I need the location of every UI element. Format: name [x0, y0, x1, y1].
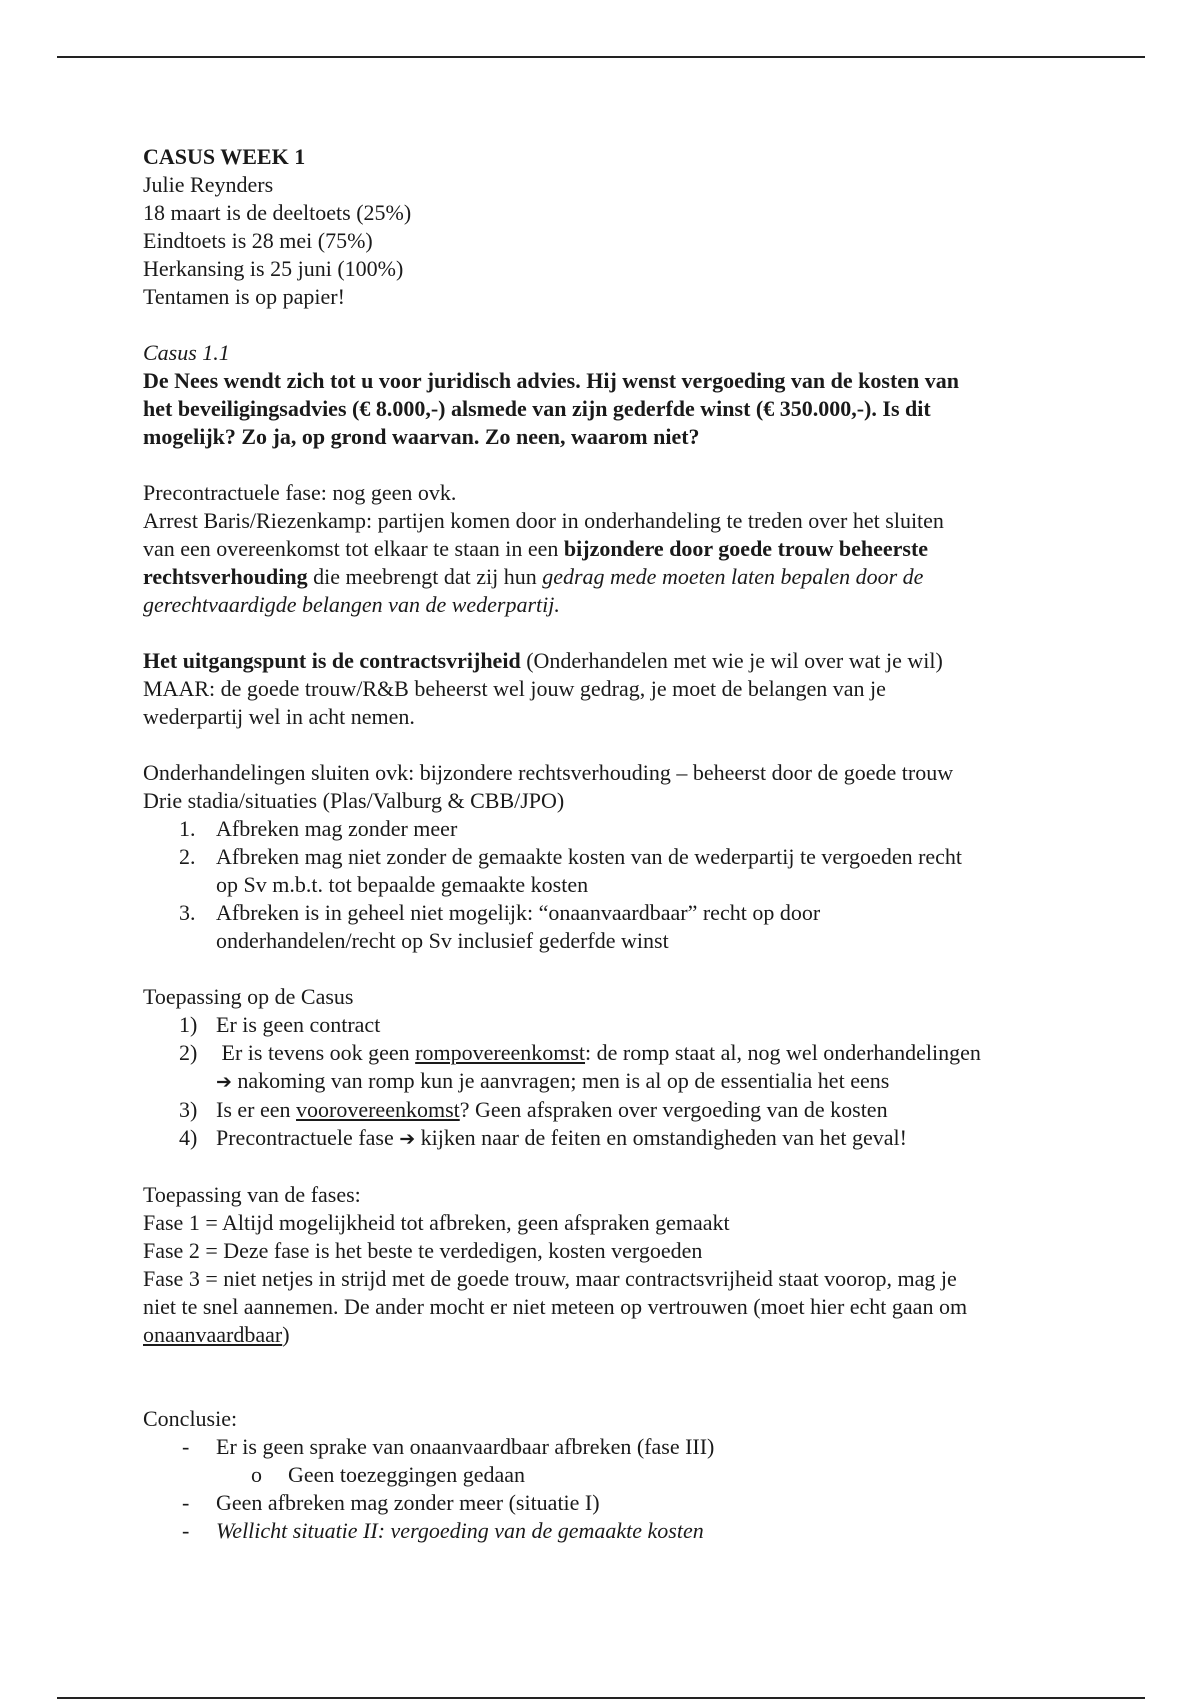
- casus-question-line-2: het beveiligingsadvies (€ 8.000,-) alsmede van zijn gederfde winst (€ 350.000,-). Is dit: [143, 396, 931, 421]
- stadia-item-2-text: Afbreken mag niet zonder de gemaakte kosten van de wederpartij te vergoeden recht: [216, 844, 963, 869]
- info-eindtoets: Eindtoets is 28 mei (75%): [143, 228, 373, 253]
- dash-marker: -: [182, 1490, 190, 1515]
- fases-heading: Toepassing van de fases:: [143, 1182, 361, 1207]
- info-deeltoets: 18 maart is de deeltoets (25%): [143, 200, 412, 225]
- conclusie-item-1-text: Er is geen sprake van onaanvaardbaar afbreken (fase III): [216, 1434, 715, 1459]
- precontract-line-4-bold: rechtsverhouding: [143, 564, 308, 589]
- document-body: [143, 143, 1083, 1545]
- conclusie-item-2-text: Geen afbreken mag zonder meer (situatie I): [216, 1490, 600, 1515]
- toepassing-item-2-text-2: nakoming van romp kun je aanvragen; men is al op de essentialia het eens: [237, 1068, 890, 1093]
- toepassing-item-2-underlined: rompovereenkomst: [415, 1040, 586, 1065]
- stadia-item-1: [143, 815, 1083, 843]
- conclusie-item-2: [143, 1489, 1083, 1517]
- header-rule: [57, 56, 1145, 58]
- stadia-line-1: Onderhandelingen sluiten ovk: bijzondere rechtsverhouding – beheerst door de goede trouw: [143, 760, 954, 785]
- conclusie-item-3-text: Wellicht situatie II: vergoeding van de gemaakte kosten: [216, 1518, 704, 1543]
- list-marker: 1.: [179, 816, 196, 841]
- casus-question-line-1: De Nees wendt zich tot u voor juridisch advies. Hij wenst vergoeding van de kosten van: [143, 368, 960, 393]
- stadia-item-2: [143, 843, 1083, 871]
- uitgangspunt-text: (Onderhandelen met wie je wil over wat je wil): [520, 648, 943, 673]
- list-marker: 3.: [179, 900, 196, 925]
- dash-marker: -: [182, 1434, 190, 1459]
- list-marker: 2): [179, 1040, 198, 1065]
- uitgangspunt-line-2: MAAR: de goede trouw/R&B beheerst wel jouw gedrag, je moet de belangen van je: [143, 676, 886, 701]
- right-arrow-icon: ➔: [399, 1128, 416, 1150]
- list-marker: 1): [179, 1012, 198, 1037]
- toepassing-item-2-continued: [143, 1067, 1083, 1096]
- toepassing-item-4-rest: kijken naar de feiten en omstandigheden van het geval!: [415, 1125, 907, 1150]
- toepassing-item-2: [143, 1039, 1083, 1067]
- precontract-line-4-italic: gedrag mede moeten laten bepalen door de: [542, 564, 924, 589]
- fase-3-line-2: niet te snel aannemen. De ander mocht er niet meteen op vertrouwen (moet hier echt gaan om: [143, 1294, 968, 1319]
- list-marker: 4): [179, 1125, 198, 1150]
- conclusie-sub-item-1-text: Geen toezeggingen gedaan: [288, 1462, 525, 1487]
- fase-3-closing: ): [282, 1322, 290, 1347]
- toepassing-item-2-text: Er is tevens ook geen: [216, 1040, 416, 1065]
- footer-rule: [57, 1697, 1145, 1699]
- fase-1: Fase 1 = Altijd mogelijkheid tot afbreken, geen afspraken gemaakt: [143, 1210, 730, 1235]
- stadia-line-2: Drie stadia/situaties (Plas/Valburg & CBB/JPO): [143, 788, 565, 813]
- fase-3-line-1: Fase 3 = niet netjes in strijd met de goede trouw, maar contractsvrijheid staat voorop, mag je: [143, 1266, 957, 1291]
- precontract-line-2: Arrest Baris/Riezenkamp: partijen komen door in onderhandeling te treden over het sluiten: [143, 508, 944, 533]
- toepassing-item-3-text: Is er een: [216, 1097, 297, 1122]
- toepassing-item-1-text: Er is geen contract: [216, 1012, 381, 1037]
- document-title: CASUS WEEK 1: [143, 144, 306, 169]
- stadia-item-2-continued: [143, 871, 1083, 899]
- toepassing-item-3-rest: ? Geen afspraken over vergoeding van de kosten: [459, 1097, 888, 1122]
- conclusie-item-1: [143, 1433, 1083, 1461]
- toepassing-item-2-rest: : de romp staat al, nog wel onderhandelingen: [585, 1040, 981, 1065]
- precontract-line-4-text: die meebrengt dat zij hun: [307, 564, 543, 589]
- precontract-line-5: gerechtvaardigde belangen van de wederpartij.: [143, 592, 560, 617]
- uitgangspunt-bold: Het uitgangspunt is de contractsvrijheid: [143, 648, 521, 673]
- precontract-line-3-bold: bijzondere door goede trouw beheerste: [563, 536, 929, 561]
- precontract-line-4: [143, 563, 1083, 591]
- conclusie-heading: Conclusie:: [143, 1406, 238, 1431]
- fase-3-underlined: onaanvaardbaar: [143, 1322, 283, 1347]
- precontract-line-1: Precontractuele fase: nog geen ovk.: [143, 480, 457, 505]
- toepassing-heading: Toepassing op de Casus: [143, 984, 354, 1009]
- fase-3-line-3: [143, 1321, 1083, 1349]
- casus-question-line-3: mogelijk? Zo ja, op grond waarvan. Zo neen, waarom niet?: [143, 424, 700, 449]
- dash-marker: -: [182, 1518, 190, 1543]
- uitgangspunt-line-1: [143, 647, 1083, 675]
- right-arrow-icon: ➔: [216, 1071, 232, 1093]
- conclusie-sub-item-1: [143, 1461, 1083, 1489]
- uitgangspunt-line-3: wederpartij wel in acht nemen.: [143, 704, 415, 729]
- stadia-item-2-text-2: op Sv m.b.t. tot bepaalde gemaakte kosten: [216, 872, 589, 897]
- list-marker: 3): [179, 1097, 198, 1122]
- toepassing-item-4-text: Precontractuele fase: [216, 1125, 400, 1150]
- precontract-line-3-text: van een overeenkomst tot elkaar te staan in een: [143, 536, 564, 561]
- toepassing-item-1: [143, 1011, 1083, 1039]
- precontract-line-3: [143, 535, 1083, 563]
- casus-label: Casus 1.1: [143, 340, 230, 365]
- toepassing-item-4: [143, 1124, 1083, 1153]
- conclusie-item-3: [143, 1517, 1083, 1545]
- info-herkansing: Herkansing is 25 juni (100%): [143, 256, 404, 281]
- stadia-item-3-continued: [143, 927, 1083, 955]
- info-tentamen: Tentamen is op papier!: [143, 284, 345, 309]
- toepassing-item-3-underlined: voorovereenkomst: [296, 1097, 460, 1122]
- toepassing-item-3: [143, 1096, 1083, 1124]
- stadia-item-3-text-2: onderhandelen/recht op Sv inclusief gederfde winst: [216, 928, 669, 953]
- stadia-item-3: [143, 899, 1083, 927]
- circle-bullet-icon: o: [251, 1462, 262, 1487]
- stadia-item-3-text: Afbreken is in geheel niet mogelijk: “onaanvaardbaar” recht op door: [216, 900, 821, 925]
- stadia-item-1-text: Afbreken mag zonder meer: [216, 816, 458, 841]
- list-marker: 2.: [179, 844, 196, 869]
- fase-2: Fase 2 = Deze fase is het beste te verdedigen, kosten vergoeden: [143, 1238, 703, 1263]
- author-name: Julie Reynders: [143, 172, 274, 197]
